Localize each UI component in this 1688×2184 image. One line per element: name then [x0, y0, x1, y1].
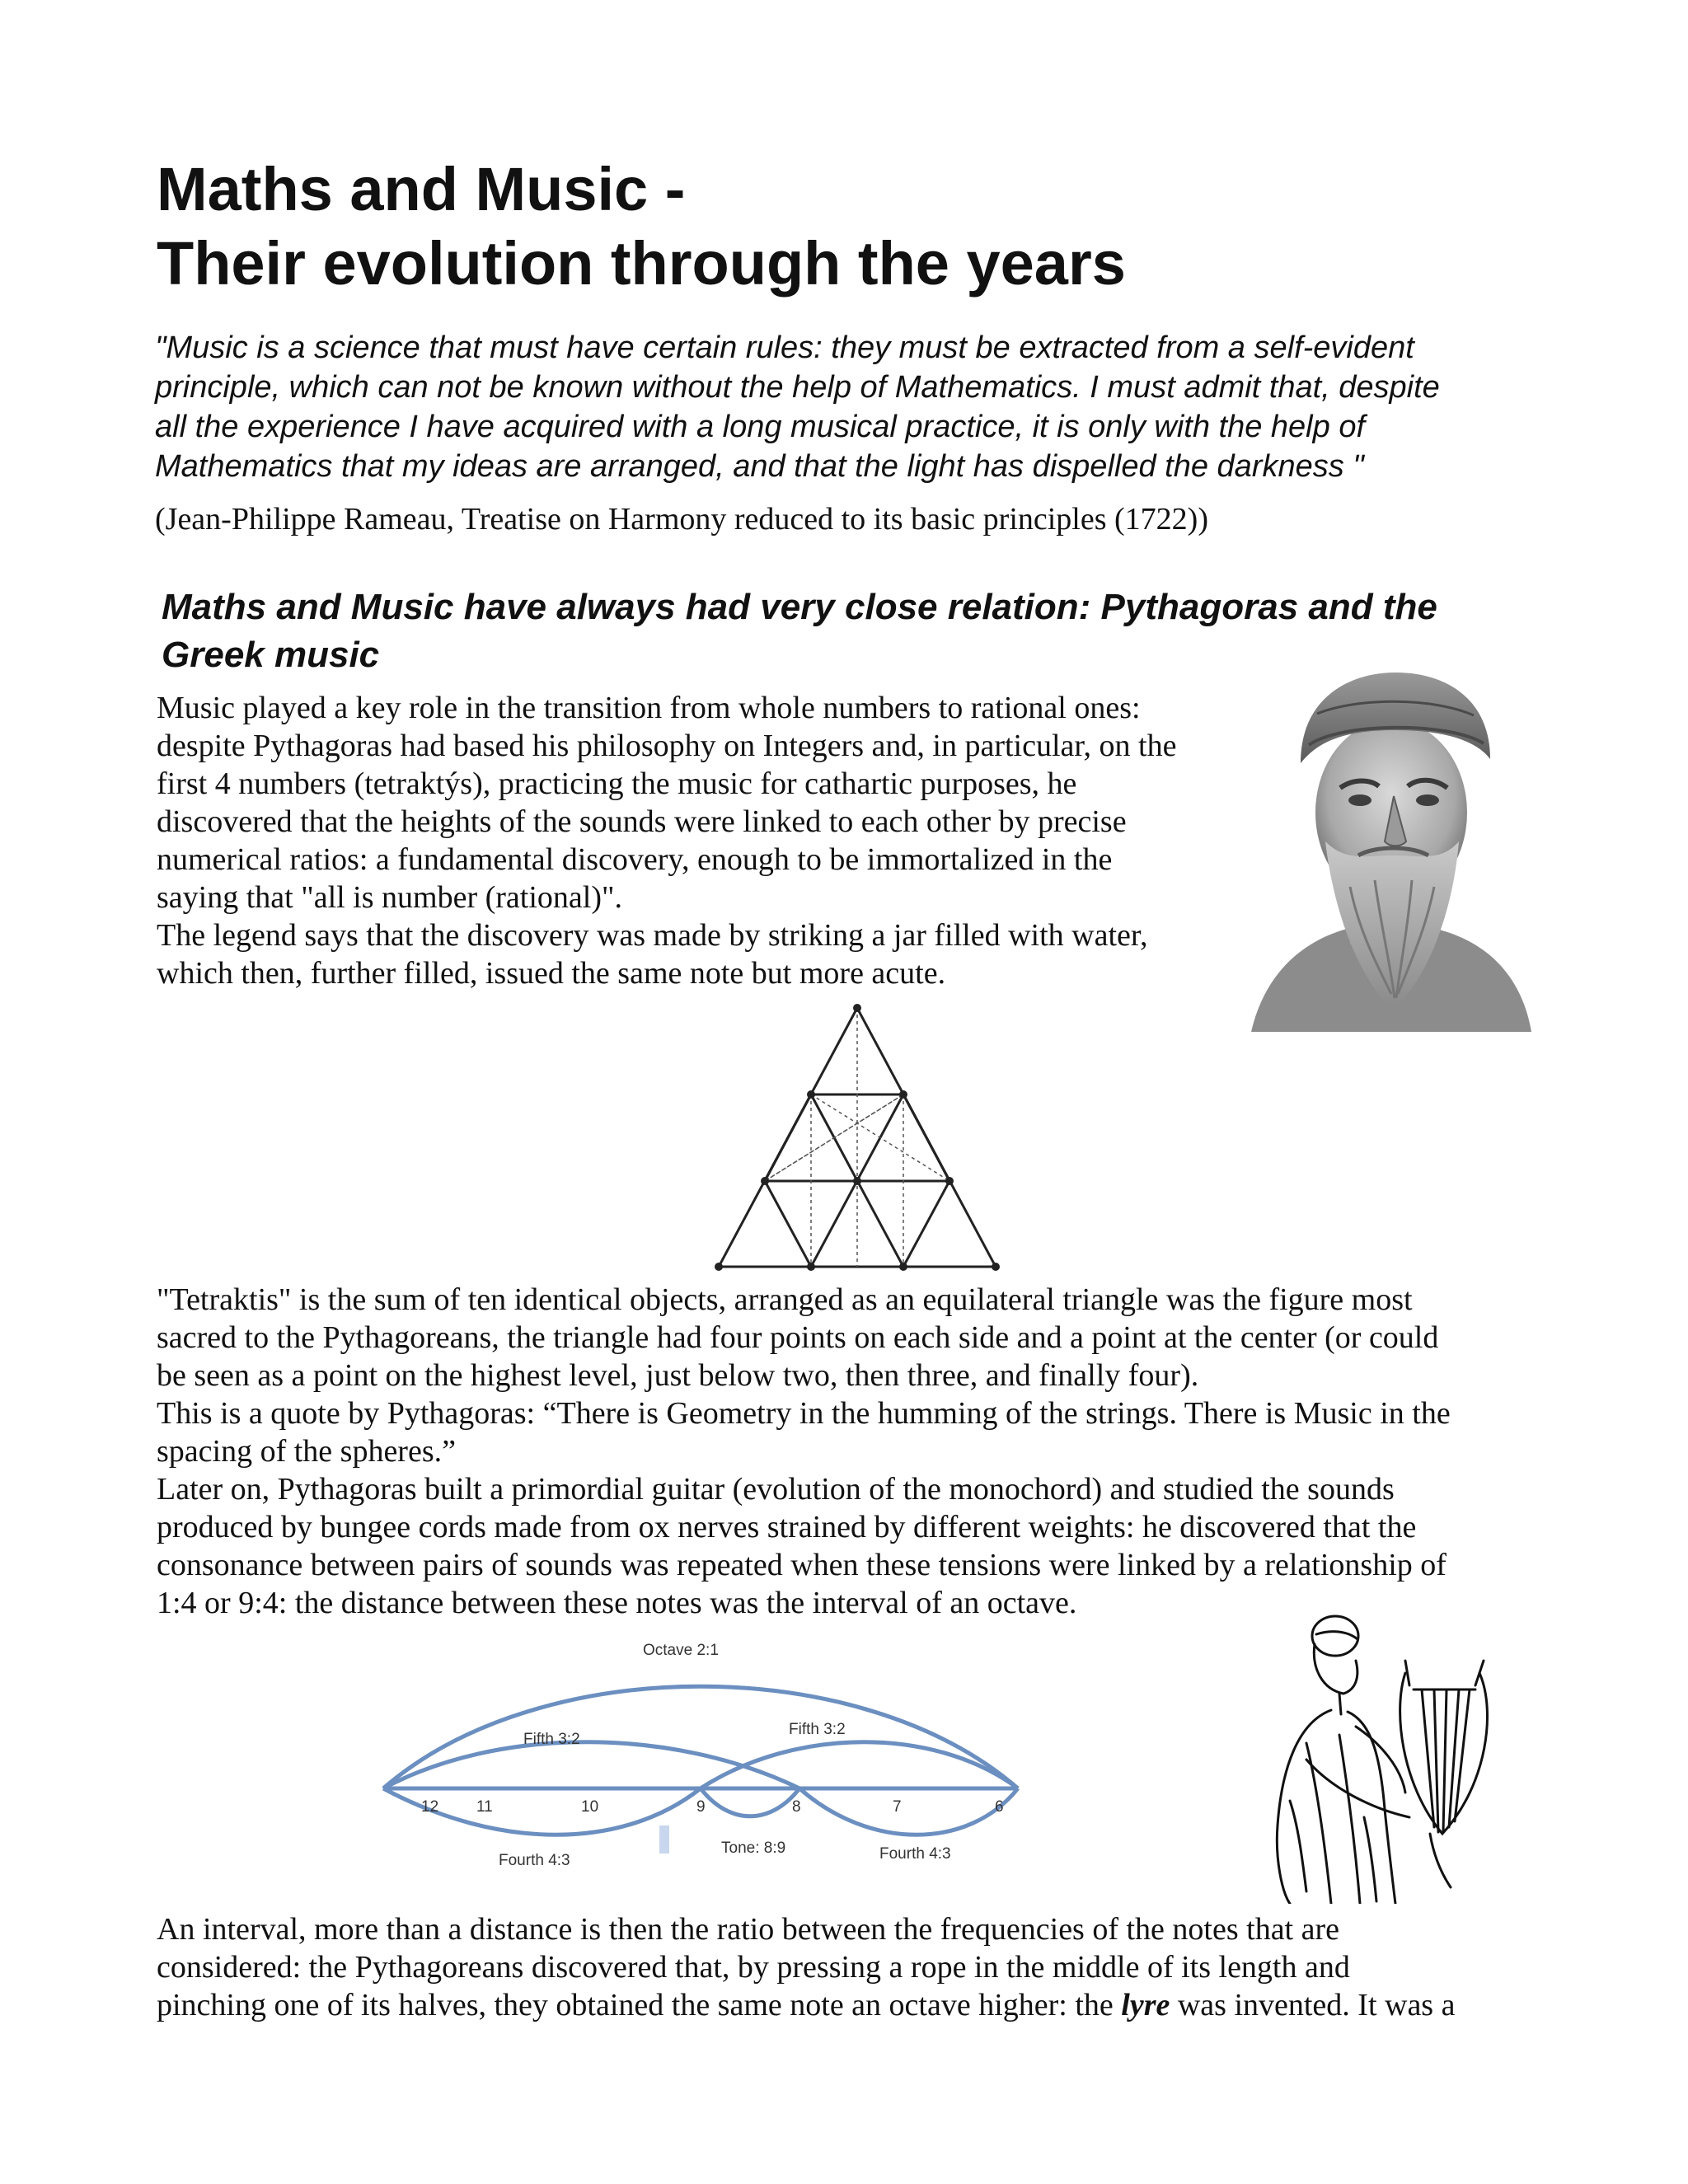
tone-marker: [659, 1825, 669, 1854]
quote-line: all the experience I have acquired with a long musical practice, it is only with the help of: [155, 410, 1366, 444]
paragraph-pythagoras-intro: [157, 689, 1245, 992]
section-heading-line-1: Maths and Music have always had very close relation: Pythagoras and the: [162, 587, 1437, 627]
page-title: [157, 152, 1558, 301]
text-line: "Tetraktis" is the sum of ten identical objects, arranged as an equilateral triangle was the figure most: [157, 1282, 1413, 1317]
ratio-number: 11: [476, 1798, 493, 1816]
ratio-number: 10: [581, 1798, 599, 1816]
text-line: spacing of the spheres.”: [157, 1434, 456, 1469]
ratio-number: 8: [792, 1798, 801, 1816]
title-line-1: Maths and Music -: [157, 155, 686, 223]
text-line: discovered that the heights of the sounds were linked to each other by precise: [157, 804, 1127, 839]
text-line: first 4 numbers (tetraktýs), practicing the music for cathartic purposes, he: [157, 766, 1077, 801]
text-line: considered: the Pythagoreans discovered that, by pressing a rope in the middle of its length and: [157, 1950, 1350, 1985]
text-line: The legend says that the discovery was made by striking a jar filled with water,: [157, 918, 1148, 953]
fourth-right-label: Fourth 4:3: [879, 1845, 951, 1863]
text-line: An interval, more than a distance is then the ratio between the frequencies of the notes that are: [157, 1912, 1340, 1947]
octave-label: Octave 2:1: [643, 1642, 719, 1659]
pythagoras-bust-image: [1243, 664, 1538, 1032]
text-line: sacred to the Pythagoreans, the triangle had four points on each side and a point at the center (or could: [157, 1320, 1439, 1355]
text-line: numerical ratios: a fundamental discovery, enough to be immortalized in the: [157, 842, 1113, 877]
quote-line: "Music is a science that must have certain rules: they must be extracted from a self-evident: [155, 330, 1414, 365]
tetraktys-diagram: [709, 1001, 1006, 1273]
interval-ratio-diagram: [375, 1636, 1034, 1875]
text-segment: was invented. It was a: [1170, 1988, 1456, 2022]
ratio-number: 12: [421, 1798, 439, 1816]
quote-line: principle, which can not be known without the help of Mathematics. I must admit that, despite: [155, 370, 1440, 405]
text-line: saying that "all is number (rational)".: [157, 880, 622, 915]
ratio-number: 9: [696, 1798, 706, 1816]
text-line: This is a quote by Pythagoras: “There is Geometry in the humming of the strings. There is Music in the: [157, 1396, 1451, 1431]
text-line: produced by bungee cords made from ox nerves strained by different weights: he discovered that the: [157, 1510, 1417, 1544]
fifth-left-label: Fifth 3:2: [523, 1731, 580, 1748]
text-line: [157, 1986, 1541, 2024]
text-segment: pinching one of its halves, they obtained the same note an octave higher: the: [157, 1988, 1122, 2022]
ratio-number: 6: [995, 1798, 1004, 1816]
text-line: be seen as a point on the highest level, just below two, then three, and finally four).: [157, 1358, 1199, 1393]
text-line: Music played a key role in the transition from whole numbers to rational ones:: [157, 691, 1141, 725]
paragraph-tetraktis: [157, 1281, 1541, 1622]
fifth-right-label: Fifth 3:2: [789, 1721, 846, 1738]
text-line: Later on, Pythagoras built a primordial guitar (evolution of the monochord) and studied the sounds: [157, 1472, 1395, 1507]
text-line: which then, further filled, issued the same note but more acute.: [157, 956, 946, 991]
tone-label: Tone: 8:9: [721, 1840, 786, 1857]
title-line-2: Their evolution through the years: [157, 229, 1126, 298]
ratio-number: 7: [893, 1798, 902, 1816]
text-line: 1:4 or 9:4: the distance between these notes was the interval of an octave.: [157, 1586, 1077, 1620]
fourth-left-label: Fourth 4:3: [499, 1852, 570, 1869]
paragraph-interval: [157, 1910, 1541, 2024]
text-line: despite Pythagoras had based his philosophy on Integers and, in particular, on the: [157, 729, 1177, 763]
lyre-player-image: [1249, 1611, 1525, 1904]
quote-citation: (Jean-Philippe Rameau, Treatise on Harmony reduced to its basic principles (1722)): [155, 502, 1208, 537]
emphasis-lyre: lyre: [1121, 1988, 1170, 2022]
quote-line: Mathematics that my ideas are arranged, and that the light has dispelled the darkness ": [155, 449, 1364, 484]
text-line: consonance between pairs of sounds was repeated when these tensions were linked by a relationship of: [157, 1548, 1447, 1582]
section-heading-line-2: Greek music: [162, 635, 380, 675]
rameau-quote: [155, 328, 1573, 486]
